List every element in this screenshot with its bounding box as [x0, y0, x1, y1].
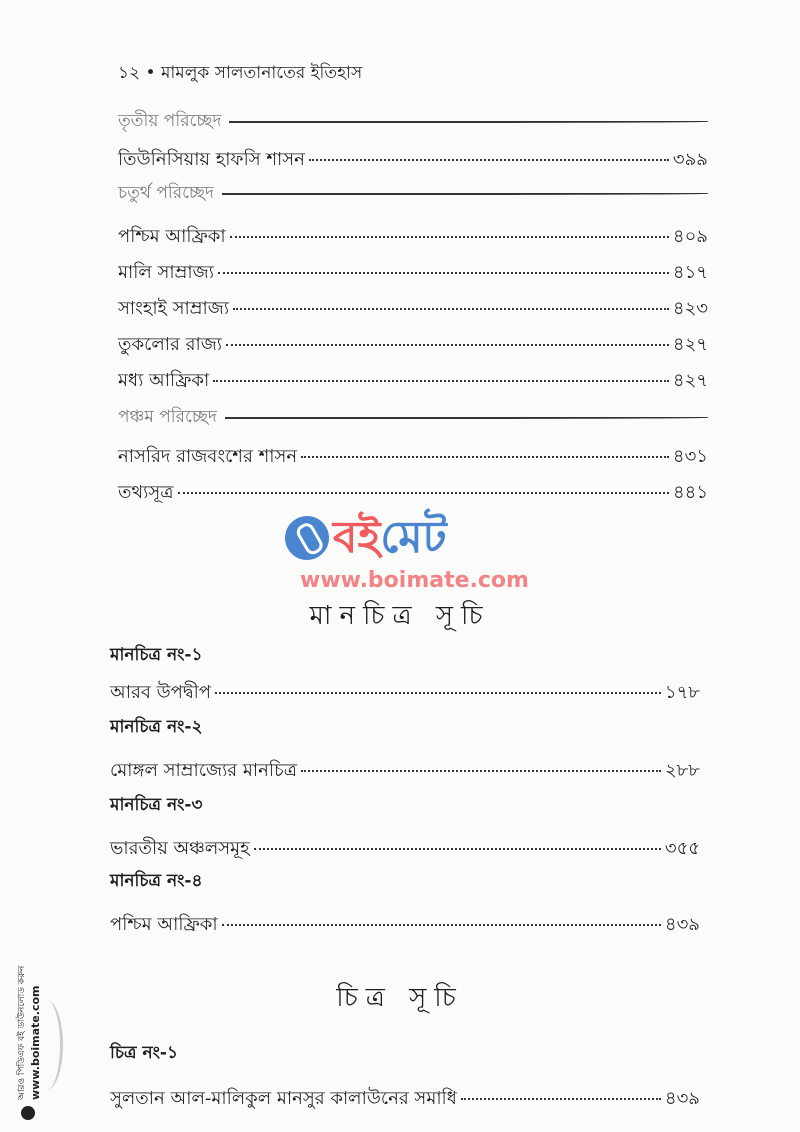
picture-entry [110, 1084, 700, 1115]
entry-page: ৪০৯ [672, 226, 708, 247]
toc-entry [118, 222, 708, 253]
chapter-label: পঞ্চম পরিচ্ছেদ [118, 407, 217, 427]
entry-page: ৪৩১ [672, 446, 708, 467]
picture-label: চিত্র নং-১ [110, 1043, 178, 1063]
entry-page: ৪১৭ [672, 262, 708, 283]
chapter-heading [118, 404, 708, 432]
logo-text-a: বই [333, 512, 381, 563]
leader-dots [233, 308, 669, 310]
divider [222, 193, 708, 195]
entry-title: তিউনিসিয়ায় হাফসি শাসন [118, 149, 305, 170]
side-note-text: আরও পিডিএফ বই ডাউনলোড করুন [17, 965, 27, 1100]
watermark-logo [285, 512, 447, 564]
leader-dots [301, 770, 661, 772]
chapter-heading [118, 108, 708, 136]
entry-title: তুকলোর রাজ্য [118, 334, 223, 355]
entry-page: ৪৪১ [672, 482, 708, 503]
map-entry [110, 834, 700, 865]
entry-title: পশ্চিম আফ্রিকা [118, 226, 226, 247]
divider [229, 121, 708, 123]
map-entry [110, 756, 700, 787]
map-label: মানচিত্র নং-১ [110, 645, 203, 665]
leader-dots [461, 1098, 661, 1100]
entry-title: নাসরিদ রাজবংশের শাসন [118, 446, 298, 467]
entry-title: তথ্যসূত্র [118, 482, 174, 503]
leader-dots [309, 159, 669, 161]
picture-index-title: চিত্র সূচি [336, 983, 464, 1013]
entry-page: ৪৩৯ [664, 1088, 700, 1109]
entry-page: ৪২৭ [672, 334, 708, 355]
watermark-url: www.boimate.com [300, 568, 529, 593]
chapter-label: চতুর্থ পরিচ্ছেদ [118, 183, 214, 203]
toc-entry [118, 258, 708, 289]
toc-entry [118, 294, 708, 325]
logo-icon [21, 1106, 35, 1120]
entry-page: ৪২৭ [672, 370, 708, 391]
map-index-title: মানচিত্র সূচি [309, 601, 491, 631]
entry-title: মালি সাম্রাজ্য [118, 262, 214, 283]
entry-page: ২৮৮ [664, 760, 700, 781]
map-entry [110, 910, 700, 941]
running-header: ১২ • মামলুক সালতানাতের ইতিহাস [118, 63, 363, 83]
leader-dots [222, 924, 661, 926]
toc-entry [118, 366, 708, 397]
side-note-url: www.boimate.com [29, 985, 42, 1100]
leader-dots [226, 344, 669, 346]
map-label: মানচিত্র নং-৩ [110, 795, 203, 815]
entry-title: পশ্চিম আফ্রিকা [110, 914, 218, 935]
entry-title: আরব উপদ্বীপ [110, 682, 211, 703]
entry-title: সাংহাই সাম্রাজ্য [118, 298, 230, 319]
chapter-heading [118, 180, 708, 208]
leader-dots [254, 848, 661, 850]
leader-dots [178, 492, 669, 494]
page-number: ১২ [118, 63, 141, 83]
entry-title: মোঙ্গল সাম্রাজ্যের মানচিত্র [110, 760, 297, 781]
leader-dots [301, 456, 669, 458]
leader-dots [230, 236, 669, 238]
leader-dots [218, 272, 669, 274]
divider [225, 417, 708, 419]
entry-title: মধ্য আফ্রিকা [118, 370, 210, 391]
toc-entry [118, 442, 708, 473]
map-entry [110, 678, 700, 709]
entry-page: ১৭৮ [664, 682, 700, 703]
leader-dots [215, 692, 661, 694]
entry-title: ভারতীয় অঞ্চলসমূহ [110, 838, 250, 859]
toc-entry [118, 330, 708, 361]
side-watermark [14, 966, 42, 1120]
entry-page: ৩৫৫ [664, 838, 700, 859]
book-title: মামলুক সালতানাতের ইতিহাস [160, 63, 363, 83]
entry-title: সুলতান আল-মালিকুল মানসুর কালাউনের সমাধি [110, 1088, 457, 1109]
map-label: মানচিত্র নং-৪ [110, 871, 203, 891]
entry-page: ৪৩৯ [664, 914, 700, 935]
chapter-label: তৃতীয় পরিচ্ছেদ [118, 111, 222, 131]
entry-page: ৪২৩ [672, 298, 708, 319]
toc-entry [118, 145, 708, 176]
entry-page: ৩৯৯ [672, 149, 708, 170]
toc-entry [118, 478, 708, 509]
paperclip-icon [277, 508, 337, 568]
leader-dots [213, 380, 669, 382]
logo-text-b: মেট [380, 512, 447, 563]
map-label: মানচিত্র নং-২ [110, 717, 203, 737]
